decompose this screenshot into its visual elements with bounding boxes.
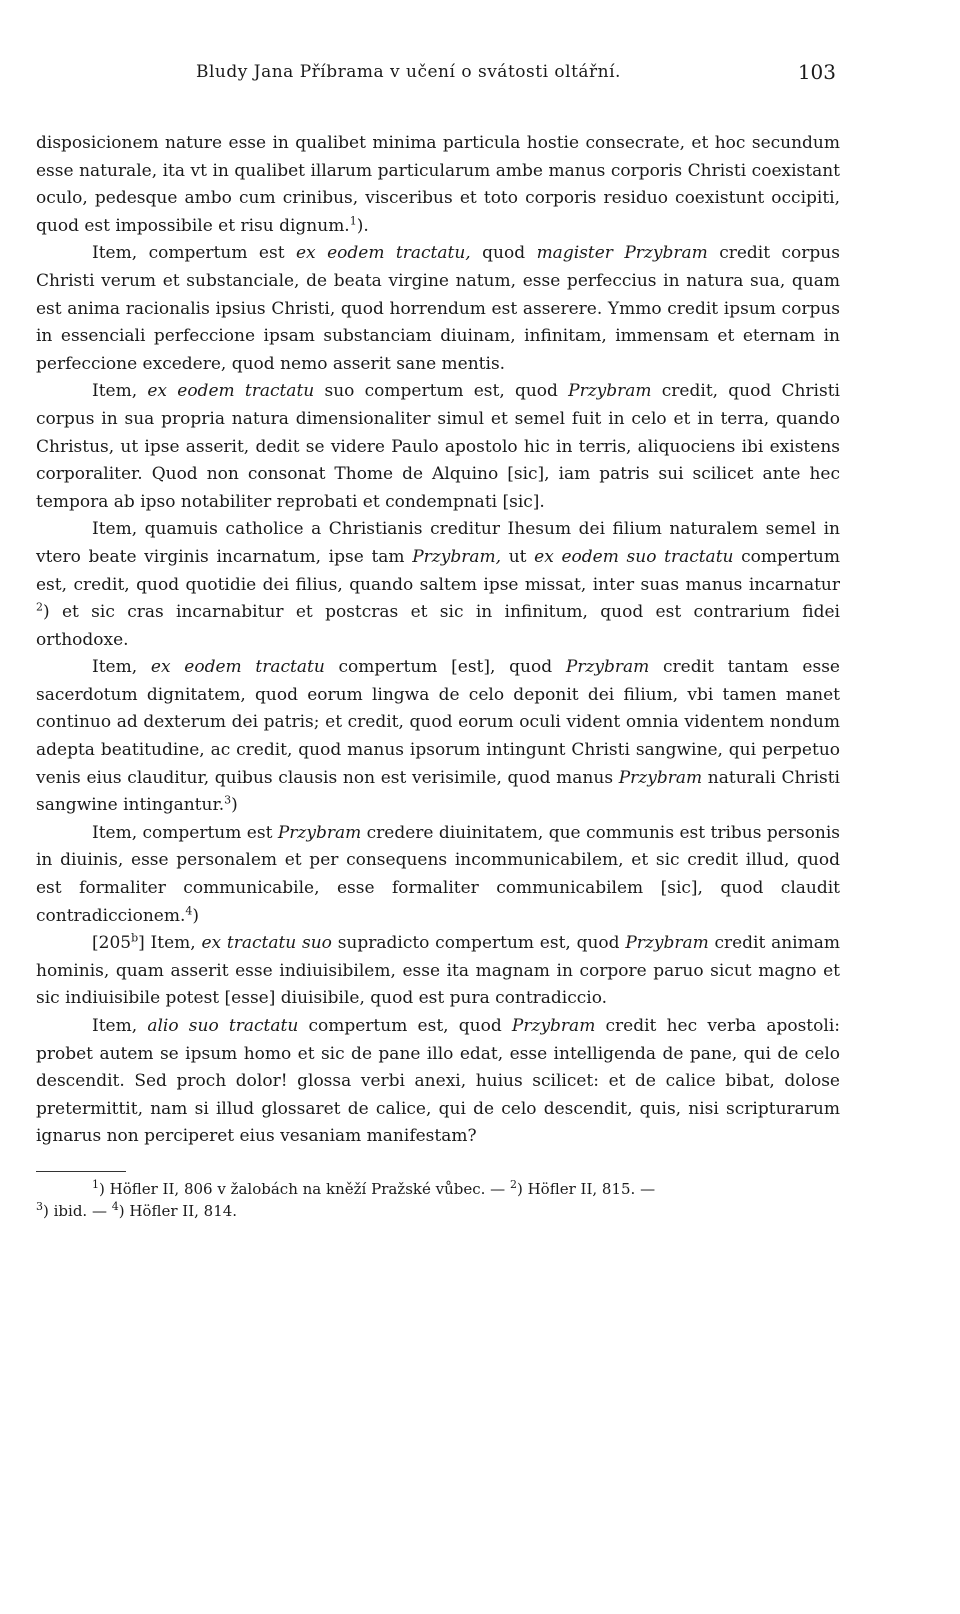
page-number: 103: [797, 60, 836, 84]
text-run: Item,: [92, 381, 148, 402]
footnote-marker: b: [131, 931, 139, 945]
footnote-line: [36, 1200, 840, 1222]
footnote-marker: 2: [509, 1177, 517, 1191]
italic-text: ex tractatu suo: [201, 933, 332, 954]
text-run: Item, quamuis catholice a Christianis creditur Ihesum dei filium naturalem semel in vtero beate virginis incarnatum, ipse tam: [36, 519, 840, 567]
italic-text: ex eodem tractatu: [150, 657, 325, 678]
text-run: ) Höfler II, 814.: [118, 1201, 238, 1220]
italic-text: ex eodem tractatu: [147, 381, 315, 402]
text-run: ) Höfler II, 806 v žalobách na kněží Pražské vůbec. —: [99, 1179, 510, 1198]
paragraph: [36, 240, 840, 378]
paragraph: [36, 654, 840, 820]
text-run: compertum [est], quod: [324, 657, 566, 678]
text-run: credit tantam esse sacerdotum dignitatem, quod eorum lingwa de celo deponit dei filium, vbi tamen manet continuo ad dexterum dei patris; et credit, quod eorum oculi vident omnia videntem nondum adepta beatitudine, ac credit, quod manus ipsorum intingunt Christi sangwine, qui perpetuo venis eius clauditur, quibus clausis non est verisimile, quod manus: [36, 657, 840, 788]
footnote-marker: 3: [224, 793, 232, 807]
italic-text: Przybram: [618, 767, 703, 788]
text-run: credere diuinitatem, que communis est tribus personis in diuinis, esse personalem et per consequens incommunicabilem, et sic credit illud, quod est formaliter communicabile, esse formaliter communicabilem [sic], quod claudit contradiccionem.: [36, 822, 840, 926]
footnote-marker: 1: [349, 214, 357, 228]
paragraph: [36, 1013, 840, 1151]
text-run: supradicto compertum est, quod: [331, 933, 626, 954]
body-text: [36, 130, 840, 1151]
footnote-marker: 1: [92, 1177, 99, 1191]
text-run: ] Item,: [138, 933, 202, 954]
text-run: ) Höfler II, 815. —: [516, 1179, 656, 1198]
text-run: credit corpus Christi verum et substanciale, de beata virgine natum, esse perfeccius in natura sua, quam est anima racionalis ipsius Christi, quod horrendum est asserere. Ymmo credit ipsum corpus in essenciali perfeccione ipsam substanciam diuinam, infinitam, immensam et eternam in perfeccione excedere, quod nemo asserit sane mentis.: [36, 243, 840, 374]
italic-text: ex eodem suo tractatu: [534, 546, 734, 567]
text-run: compertum est, quod: [298, 1016, 512, 1036]
text-run: Item,: [92, 657, 151, 678]
text-run: suo compertum est, quod: [314, 381, 569, 402]
text-run: credit, quod Christi corpus in sua propria natura dimensionaliter simul et semel fuit in celo et in terra, quando Christus, ut ipse asserit, dedit se videre Paulo apostolo hic in terris, aliquociens ibi existens corporaliter. Quod non consonat Thome de Alquino [sic], iam patris sui scilicet ante hec tempora ab ipso notabiliter reprobati et condempnati [sic].: [36, 381, 840, 512]
italic-text: Przybram: [511, 1016, 596, 1036]
text-run: credit hec verba apostoli: probet autem se ipsum homo et sic de pane illo edat, esse intelligenda de pane, qui de celo descendit. Sed proch dolor! glossa verbi anexi, huius scilicet: et de calice bibat, dolose pretermittit, nam si illud glossaret de calice, qui de celo descendit, quis, nisi scripturarum ignarus non perciperet eius vesaniam manifestam?: [36, 1016, 840, 1147]
text-run: naturali Christi sangwine intingantur.: [36, 767, 840, 816]
footnote-marker: 4: [111, 1199, 119, 1213]
footnote-line: [36, 1178, 840, 1200]
page-header: [36, 60, 840, 100]
paragraph: [36, 820, 840, 930]
text-run: Item,: [92, 1016, 148, 1036]
footnote-divider: [36, 1171, 126, 1172]
text-run: ): [192, 905, 200, 926]
running-title: Bludy Jana Příbrama v učení o svátosti oltářní.: [196, 62, 621, 82]
footnotes: [36, 1178, 840, 1222]
footnote-marker: 4: [185, 903, 193, 917]
text-run: compertum est, credit, quod quotidie dei filius, quando saltem ipse missat, inter suas manus incarnatur: [36, 546, 841, 595]
footnote-marker: 2: [36, 600, 43, 614]
italic-text: Przybram: [568, 381, 652, 402]
text-run: Item, compertum est: [92, 243, 296, 264]
italic-text: Przybram,: [412, 546, 502, 567]
text-run: ).: [356, 215, 369, 236]
italic-text: Przybram: [277, 822, 362, 843]
italic-text: Przybram: [625, 933, 709, 954]
document-page: [36, 60, 840, 1222]
paragraph: [36, 516, 840, 654]
italic-text: magister Przybram: [536, 243, 708, 264]
text-run: ut: [501, 546, 535, 567]
italic-text: Przybram: [565, 657, 650, 678]
text-run: Item, compertum est: [92, 822, 278, 843]
text-run: ): [231, 795, 238, 816]
text-run: credit animam hominis, quam asserit esse indiuisibilem, esse ita magnam in corpore paruo sicut magno et sic indiuisibile potest [esse] diuisibile, quod est pura contradiccio.: [36, 933, 840, 1009]
text-run: disposicionem nature esse in qualibet minima particula hostie consecrate, et hoc secundum esse naturale, ita vt in qualibet illarum particularum ambe manus corporis Christi coexistant oculo, pedesque ambo cum crinibus, visceribus et toto corporis residuo coexistunt occipiti, quod est impossibile et risu dignum.: [36, 133, 840, 236]
paragraph: [36, 130, 840, 240]
paragraph: [36, 378, 840, 516]
text-run: [205: [92, 933, 132, 954]
text-run: ) et sic cras incarnabitur et postcras et sic in infinitum, quod est contrarium fidei orthodoxe.: [36, 602, 840, 650]
footnote-marker: 3: [36, 1199, 43, 1213]
paragraph: [36, 930, 840, 1013]
italic-text: alio suo tractatu: [147, 1016, 299, 1036]
text-run: ) ibid. —: [43, 1201, 112, 1220]
text-run: quod: [470, 243, 537, 264]
italic-text: ex eodem tractatu,: [295, 243, 471, 264]
